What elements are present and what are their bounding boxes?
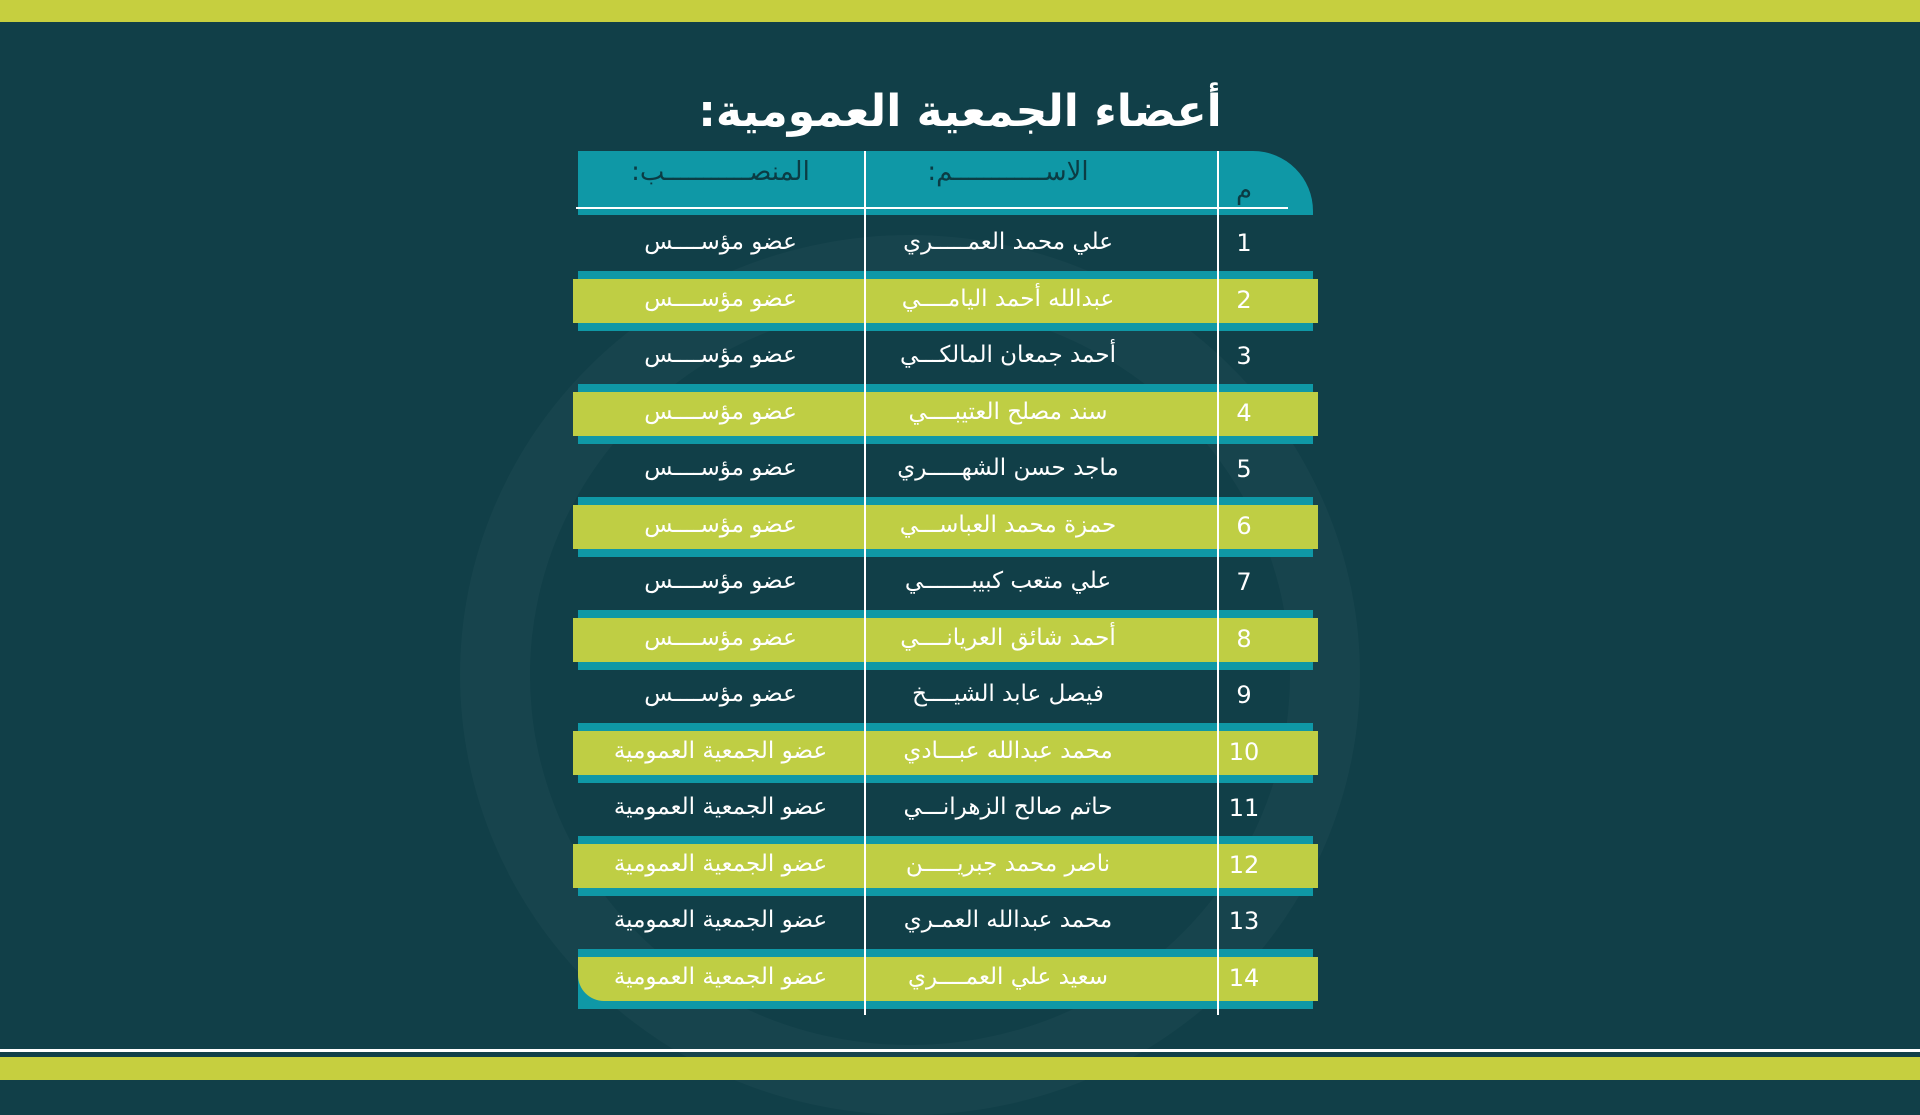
bottom-accent-band xyxy=(0,1057,1920,1080)
member-name: محمد عبدالله العمـري xyxy=(903,907,1113,933)
member-number: 1 xyxy=(1236,229,1252,257)
member-name: سعيد علي العمــــري xyxy=(908,963,1108,990)
member-position: عضو الجمعية العمومية xyxy=(613,907,828,933)
member-name: علي متعب كبيبـــــــي xyxy=(904,568,1112,594)
member-position: عضو مؤســــس xyxy=(644,229,797,255)
member-number: 2 xyxy=(1236,285,1252,314)
member-name: علي محمد العمـــــري xyxy=(903,229,1113,255)
member-name: محمد عبدالله عبـــادي xyxy=(903,737,1113,764)
member-name: حاتم صالح الزهرانـــي xyxy=(903,794,1113,820)
member-position: عضو مؤســــس xyxy=(644,398,797,425)
member-number: 10 xyxy=(1228,737,1260,766)
member-position: عضو الجمعية العمومية xyxy=(613,963,828,990)
member-position: عضو مؤســــس xyxy=(644,342,797,368)
member-name: ناصر محمد جبريـــــن xyxy=(905,850,1111,877)
member-name: أحمد شائق العريانــــي xyxy=(900,624,1116,651)
member-number: 3 xyxy=(1236,342,1252,370)
table-header xyxy=(578,151,1313,215)
column-divider-name-position xyxy=(864,151,866,1015)
member-name: فيصل عابد الشيــــخ xyxy=(912,681,1104,707)
member-number: 5 xyxy=(1236,455,1252,483)
member-position: عضو الجمعية العمومية xyxy=(613,794,828,820)
member-number: 6 xyxy=(1236,511,1252,540)
member-position: عضو مؤســــس xyxy=(644,568,797,594)
member-number: 13 xyxy=(1228,907,1260,935)
header-number: م xyxy=(1235,176,1253,206)
member-name: عبدالله أحمد اليامــــي xyxy=(901,285,1115,312)
bottom-white-line xyxy=(0,1049,1920,1052)
member-name: حمزة محمد العباســـي xyxy=(899,511,1117,538)
page-title: أعضاء الجمعية العمومية: xyxy=(698,86,1222,137)
member-position: عضو الجمعية العمومية xyxy=(613,850,828,877)
member-number: 12 xyxy=(1228,850,1260,879)
member-number: 9 xyxy=(1236,681,1252,709)
members-table xyxy=(578,151,1313,1016)
member-number: 4 xyxy=(1236,398,1252,427)
member-number: 11 xyxy=(1228,794,1260,822)
header-underline xyxy=(576,207,1288,209)
header-position: المنصـــــــــــب: xyxy=(631,157,810,187)
member-number: 14 xyxy=(1228,963,1260,992)
member-position: عضو مؤســــس xyxy=(644,511,797,538)
member-name: سند مصلح العتيبــــي xyxy=(908,398,1108,425)
member-name: ماجد حسن الشهـــــري xyxy=(897,455,1119,481)
member-position: عضو الجمعية العمومية xyxy=(613,737,828,764)
member-position: عضو مؤســــس xyxy=(644,285,797,312)
member-position: عضو مؤســــس xyxy=(644,624,797,651)
member-position: عضو مؤســــس xyxy=(644,681,797,707)
column-divider-number-name xyxy=(1217,151,1219,1015)
member-position: عضو مؤســــس xyxy=(644,455,797,481)
header-name: الاســــــــــــم: xyxy=(927,157,1089,187)
member-name: أحمد جمعان المالكـــي xyxy=(900,342,1116,368)
member-number: 8 xyxy=(1236,624,1252,653)
member-number: 7 xyxy=(1236,568,1252,596)
top-accent-band xyxy=(0,0,1920,22)
